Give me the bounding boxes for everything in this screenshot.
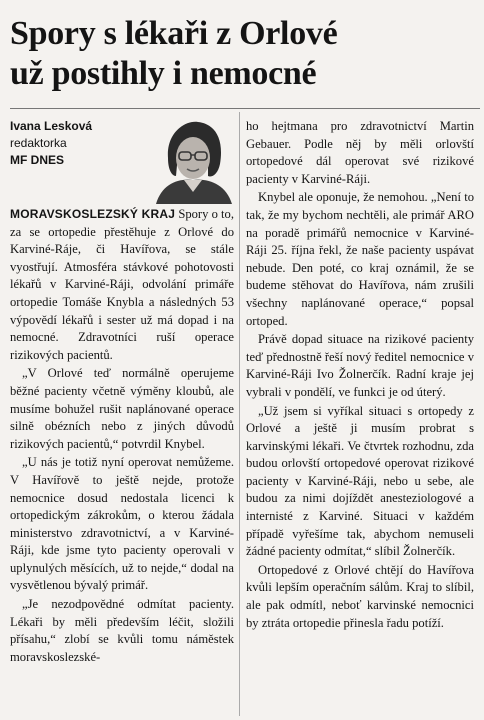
byline (10, 118, 150, 169)
headline (10, 14, 474, 94)
headline-line-2: už postihly i nemocné (10, 55, 317, 92)
paragraph: „V Orlové teď normálně operujeme běžné pacienty včetně výměny kloubů, ale musíme bohužel rušit naplánované operace silně obézních nebo z jiných důvodů rizikových pacientů,“ potvrdil Knybel. (10, 366, 234, 451)
headline-line-1: Spory s lékaři z Orlové (10, 15, 338, 52)
author-outlet: MF DNES (10, 153, 64, 167)
paragraph: „Už jsem si vyříkal situaci s ortopedy z Orlové a ještě ji musím probrat s karvinskými lékaři. Ve čtvrtek rozhodnu, zda budou orlovští ortopedové operovat rizikové pacienty v Karviné-Ráji, nebo u sebe, ale budou za nimi dojíždět anesteziologové a internisté z Karviné. Situaci v každém případě vyřešíme tak, abychom nemuseli žádné pacienty odmítat,“ slíbil Žolnerčík. (246, 403, 474, 559)
paragraph: Ortopedové z Orlové chtějí do Havířova kvůli lepším operačním sálům. Kraj to slíbil, ale pak odmítl, neboť karvinské nemocnici by ztráta ortopedie přinesla řadu potíží. (246, 562, 474, 630)
paragraph (10, 206, 234, 364)
column-divider (239, 112, 240, 716)
author-photo (146, 114, 236, 204)
article-column-1 (10, 206, 234, 666)
paragraph-text: Spory o to, za se ortopedie přestěhuje z Orlové do Karviné-Ráje, či Havířova, se stále vyostřují. Atmosféra stávkové pohotovosti lékařů v Karviné-Ráji, odvolání primáře ortopedie Tomáše Knybla a následných 53 výpovědí lékařů i sester už má dopad i na nemocné. Zdravotníci ruší operace rizikových pacientů. (10, 207, 234, 362)
paragraph: Právě dopad situace na rizikové pacienty teď přednostně řeší nový ředitel nemocnice v Karviné-Ráji Ivo Žolnerčík. Radní kraje jej vybrali v pondělí, ve funkci je od úterý. (246, 332, 474, 399)
author-name: Ivana Lesková (10, 119, 93, 133)
paragraph: „U nás je totiž nyní operovat nemůžeme. V Havířově to ještě nejde, protože nemocnice dosud nedostala licenci k ortopedickým zákrokům, o kterou žádala ministerstvo zdravotnictví, a v Karviné-Ráji, kde jsme tyto pacienty operovali v uplynulých měsících, už to nejde,“ dodal na vysvětlenou bývalý primář. (10, 455, 234, 593)
kicker: MORAVSKOSLEZSKÝ KRAJ (10, 207, 176, 221)
author-role: redaktorka (10, 136, 67, 150)
paragraph: „Je nezodpovědné odmítat pacienty. Lékaři by měli především léčit, složili přísahu,“ zlobí se kvůli tomu náměstek moravskoslezské- (10, 597, 234, 664)
article-column-2 (246, 118, 474, 632)
headline-divider (10, 108, 480, 109)
paragraph: ho hejtmana pro zdravotnictví Martin Gebauer. Podle něj by měli orlovští ortopedové dál operovat své rizikové pacienty v Karviné-Ráji. (246, 119, 474, 186)
paragraph: Knybel ale oponuje, že nemohou. „Není to tak, že my bychom nechtěli, ale primář ARO na poradě primářů nemocnice v Karviné-Ráji 25. října řekl, že naše pacienty uspávat nebude. Den poté, co kraj oznámil, že se budeme stěhovat do Havířova, nám zrušili všechny naplánované operace,“ popsal ortoped. (246, 190, 474, 328)
